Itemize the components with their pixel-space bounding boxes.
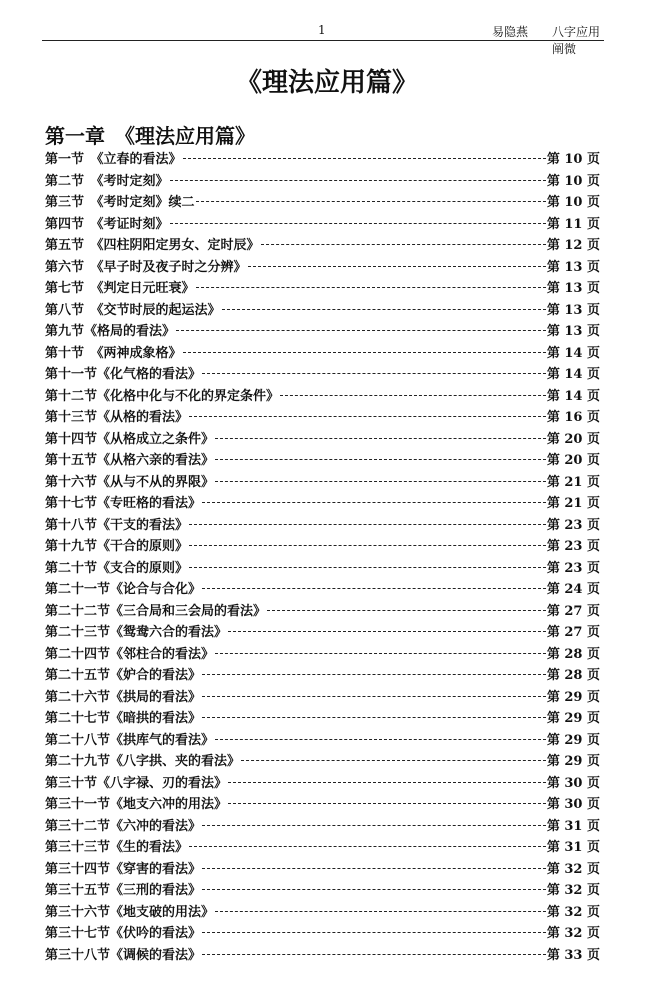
- toc-entry-page: 第 32 页: [546, 904, 600, 920]
- toc-entry-label: 第二十七节《暗拱的看法》: [45, 711, 202, 726]
- toc-entry-label: 第十五节《从格六亲的看法》: [45, 453, 215, 468]
- toc-leader-dashes: [189, 567, 546, 568]
- toc-entry[interactable]: [45, 256, 600, 278]
- toc-entry-page: 第 12 页: [546, 238, 600, 253]
- toc-leader-dashes: [189, 524, 546, 525]
- toc-entry-page: 第 23 页: [546, 560, 600, 576]
- toc-leader-dashes: [202, 889, 546, 890]
- toc-entry[interactable]: [45, 707, 600, 729]
- toc-entry[interactable]: [45, 557, 600, 579]
- toc-leader-dashes: [215, 739, 546, 740]
- toc-entry-label: 第十三节《从格的看法》: [45, 410, 189, 425]
- toc-entry-page: 第 21 页: [546, 496, 600, 511]
- toc-entry-label: 第二十六节《拱局的看法》: [45, 689, 202, 705]
- toc-entry-page: 第 13 页: [546, 281, 600, 296]
- toc-entry-page: 第 28 页: [546, 668, 600, 683]
- toc-entry-page: 第 13 页: [546, 324, 600, 339]
- toc-entry-label: 第三十二节《六冲的看法》: [45, 818, 202, 834]
- toc-leader-dashes: [176, 330, 546, 331]
- toc-entry-page: 第 30 页: [546, 775, 600, 791]
- toc-entry-page: 第 33 页: [546, 947, 600, 963]
- toc-entry-label: 第二十节《支合的原则》: [45, 560, 189, 576]
- toc-entry[interactable]: [45, 836, 600, 858]
- toc-leader-dashes: [202, 932, 546, 933]
- toc-entry-page: 第 30 页: [546, 797, 600, 812]
- toc-leader-dashes: [202, 868, 546, 869]
- toc-entry[interactable]: [45, 363, 600, 385]
- toc-entry[interactable]: [45, 686, 600, 708]
- toc-entry-label: 第二十三节《鸳鸯六合的看法》: [45, 625, 228, 640]
- toc-entry-page: 第 24 页: [546, 582, 600, 597]
- toc-entry-label: 第三十节《八字禄、刃的看法》: [45, 775, 228, 791]
- toc-leader-dashes: [202, 696, 546, 697]
- toc-entry[interactable]: [45, 621, 600, 643]
- toc-entry-page: 第 21 页: [546, 474, 600, 490]
- toc-entry-label: 第十八节《干支的看法》: [45, 517, 189, 533]
- toc-entry-label: 第一节 《立春的看法》: [45, 152, 182, 167]
- toc-entry-page: 第 13 页: [546, 259, 600, 275]
- toc-entry-label: 第二十九节《八字拱、夹的看法》: [45, 754, 241, 769]
- toc-entry-label: 第三十七节《伏吟的看法》: [45, 926, 202, 941]
- toc-entry-page: 第 10 页: [546, 195, 600, 210]
- toc-leader-dashes: [202, 954, 546, 955]
- toc-leader-dashes: [189, 846, 546, 847]
- toc-leader-dashes: [228, 782, 546, 783]
- toc-entry-label: 第三节 《考时定刻》续二: [45, 195, 195, 210]
- toc-entry[interactable]: [45, 664, 600, 686]
- toc-leader-dashes: [202, 502, 546, 503]
- toc-entry-page: 第 14 页: [546, 367, 600, 382]
- toc-leader-dashes: [267, 610, 546, 611]
- toc-entry-page: 第 14 页: [546, 388, 600, 404]
- header-author: 易隐燕: [492, 25, 529, 39]
- toc-entry[interactable]: [45, 793, 600, 815]
- toc-entry[interactable]: [45, 858, 600, 880]
- toc-entry-page: 第 13 页: [546, 302, 600, 318]
- toc-entry-label: 第十节 《两神成象格》: [45, 345, 182, 361]
- toc-entry[interactable]: [45, 299, 600, 321]
- toc-entry-label: 第七节 《判定日元旺衰》: [45, 281, 195, 296]
- toc-leader-dashes: [280, 395, 546, 396]
- toc-entry-label: 第二十五节《妒合的看法》: [45, 668, 202, 683]
- toc-leader-dashes: [170, 180, 546, 181]
- toc-entry[interactable]: [45, 750, 600, 772]
- toc-entry[interactable]: [45, 944, 600, 966]
- toc-entry-page: 第 29 页: [546, 689, 600, 705]
- toc-entry[interactable]: [45, 234, 600, 256]
- toc-entry[interactable]: [45, 170, 600, 192]
- toc-entry[interactable]: [45, 729, 600, 751]
- toc-entry-page: 第 16 页: [546, 410, 600, 425]
- toc-entry-page: 第 32 页: [546, 883, 600, 898]
- toc-entry[interactable]: [45, 148, 600, 170]
- toc-entry-page: 第 32 页: [546, 861, 600, 877]
- running-header: [42, 22, 604, 56]
- toc-entry-page: 第 28 页: [546, 646, 600, 662]
- toc-entry[interactable]: [45, 879, 600, 901]
- toc-entry[interactable]: [45, 815, 600, 837]
- toc-entry-label: 第二十八节《拱库气的看法》: [45, 732, 215, 748]
- toc-entry-label: 第十一节《化气格的看法》: [45, 367, 202, 382]
- toc-entry[interactable]: [45, 643, 600, 665]
- toc-entry-label: 第二十四节《邻柱合的看法》: [45, 646, 215, 662]
- toc-entry-label: 第十四节《从格成立之条件》: [45, 431, 215, 447]
- toc-leader-dashes: [215, 481, 546, 482]
- toc-entry-page: 第 29 页: [546, 711, 600, 726]
- toc-leader-dashes: [215, 438, 546, 439]
- toc-entry[interactable]: [45, 277, 600, 299]
- toc-entry[interactable]: [45, 922, 600, 944]
- toc-entry-label: 第六节 《早子时及夜子时之分辨》: [45, 259, 247, 275]
- toc-entry-page: 第 14 页: [546, 345, 600, 361]
- document-title: 《理法应用篇》: [235, 68, 418, 98]
- toc-leader-dashes: [189, 416, 546, 417]
- toc-entry-label: 第二十一节《论合与合化》: [45, 582, 202, 597]
- toc-entry-page: 第 31 页: [546, 818, 600, 834]
- toc-entry[interactable]: [45, 901, 600, 923]
- toc-entry-label: 第三十四节《穿害的看法》: [45, 861, 202, 877]
- toc-entry-label: 第三十一节《地支六冲的用法》: [45, 797, 228, 812]
- toc-leader-dashes: [241, 760, 546, 761]
- toc-entry-label: 第三十三节《生的看法》: [45, 840, 189, 855]
- toc-entry-label: 第四节 《考证时刻》: [45, 216, 169, 232]
- toc-leader-dashes: [215, 911, 546, 912]
- toc-entry[interactable]: [45, 535, 600, 557]
- toc-leader-dashes: [202, 674, 546, 675]
- toc-entry-page: 第 23 页: [546, 539, 600, 554]
- toc-entry[interactable]: [45, 492, 600, 514]
- toc-entry[interactable]: [45, 213, 600, 235]
- toc-entry-page: 第 29 页: [546, 754, 600, 769]
- header-page-number: 1: [318, 23, 326, 37]
- toc-leader-dashes: [228, 803, 546, 804]
- toc-entry[interactable]: [45, 191, 600, 213]
- toc-entry-page: 第 29 页: [546, 732, 600, 748]
- toc-entry[interactable]: [45, 428, 600, 450]
- toc-leader-dashes: [196, 287, 546, 288]
- toc-entry-label: 第十七节《专旺格的看法》: [45, 496, 202, 511]
- toc-entry-page: 第 10 页: [546, 152, 600, 167]
- toc-entry-page: 第 31 页: [546, 840, 600, 855]
- toc-entry-label: 第十二节《化格中化与不化的界定条件》: [45, 388, 280, 404]
- toc-entry[interactable]: [45, 449, 600, 471]
- toc-entry-label: 第二十二节《三合局和三会局的看法》: [45, 603, 267, 619]
- toc-entry-label: 第八节 《交节时辰的起运法》: [45, 302, 221, 318]
- toc-entry-label: 第十六节《从与不从的界限》: [45, 474, 215, 490]
- table-of-contents: [45, 148, 600, 965]
- toc-entry-page: 第 11 页: [546, 216, 600, 232]
- toc-entry-label: 第五节 《四柱阴阳定男女、定时辰》: [45, 238, 260, 253]
- toc-entry-page: 第 23 页: [546, 517, 600, 533]
- toc-leader-dashes: [228, 631, 546, 632]
- toc-entry-label: 第九节《格局的看法》: [45, 324, 176, 339]
- header-book-title: 八字应用阐微: [552, 25, 601, 56]
- toc-entry-label: 第三十六节《地支破的用法》: [45, 904, 215, 920]
- toc-entry[interactable]: [45, 342, 600, 364]
- toc-leader-dashes: [222, 309, 546, 310]
- toc-leader-dashes: [202, 825, 546, 826]
- toc-leader-dashes: [189, 545, 546, 546]
- toc-leader-dashes: [170, 223, 546, 224]
- toc-entry-label: 第二节 《考时定刻》: [45, 173, 169, 189]
- toc-leader-dashes: [248, 266, 546, 267]
- chapter-heading: 第一章 《理法应用篇》: [45, 124, 255, 148]
- toc-leader-dashes: [215, 653, 546, 654]
- toc-entry-page: 第 20 页: [546, 453, 600, 468]
- toc-entry[interactable]: [45, 578, 600, 600]
- toc-leader-dashes: [202, 717, 546, 718]
- toc-entry[interactable]: [45, 514, 600, 536]
- toc-entry[interactable]: [45, 320, 600, 342]
- toc-entry[interactable]: [45, 471, 600, 493]
- toc-entry-label: 第三十五节《三刑的看法》: [45, 883, 202, 898]
- toc-entry[interactable]: [45, 406, 600, 428]
- toc-leader-dashes: [196, 201, 546, 202]
- toc-entry[interactable]: [45, 600, 600, 622]
- toc-leader-dashes: [202, 373, 546, 374]
- toc-leader-dashes: [183, 158, 546, 159]
- toc-entry[interactable]: [45, 772, 600, 794]
- toc-entry-label: 第十九节《干合的原则》: [45, 539, 189, 554]
- toc-entry-page: 第 32 页: [546, 926, 600, 941]
- toc-leader-dashes: [183, 352, 546, 353]
- toc-leader-dashes: [202, 588, 546, 589]
- toc-entry-label: 第三十八节《调候的看法》: [45, 947, 202, 963]
- toc-entry-page: 第 10 页: [546, 173, 600, 189]
- toc-leader-dashes: [261, 244, 546, 245]
- toc-entry[interactable]: [45, 385, 600, 407]
- toc-entry-page: 第 20 页: [546, 431, 600, 447]
- toc-entry-page: 第 27 页: [546, 625, 600, 640]
- toc-leader-dashes: [215, 459, 546, 460]
- toc-entry-page: 第 27 页: [546, 603, 600, 619]
